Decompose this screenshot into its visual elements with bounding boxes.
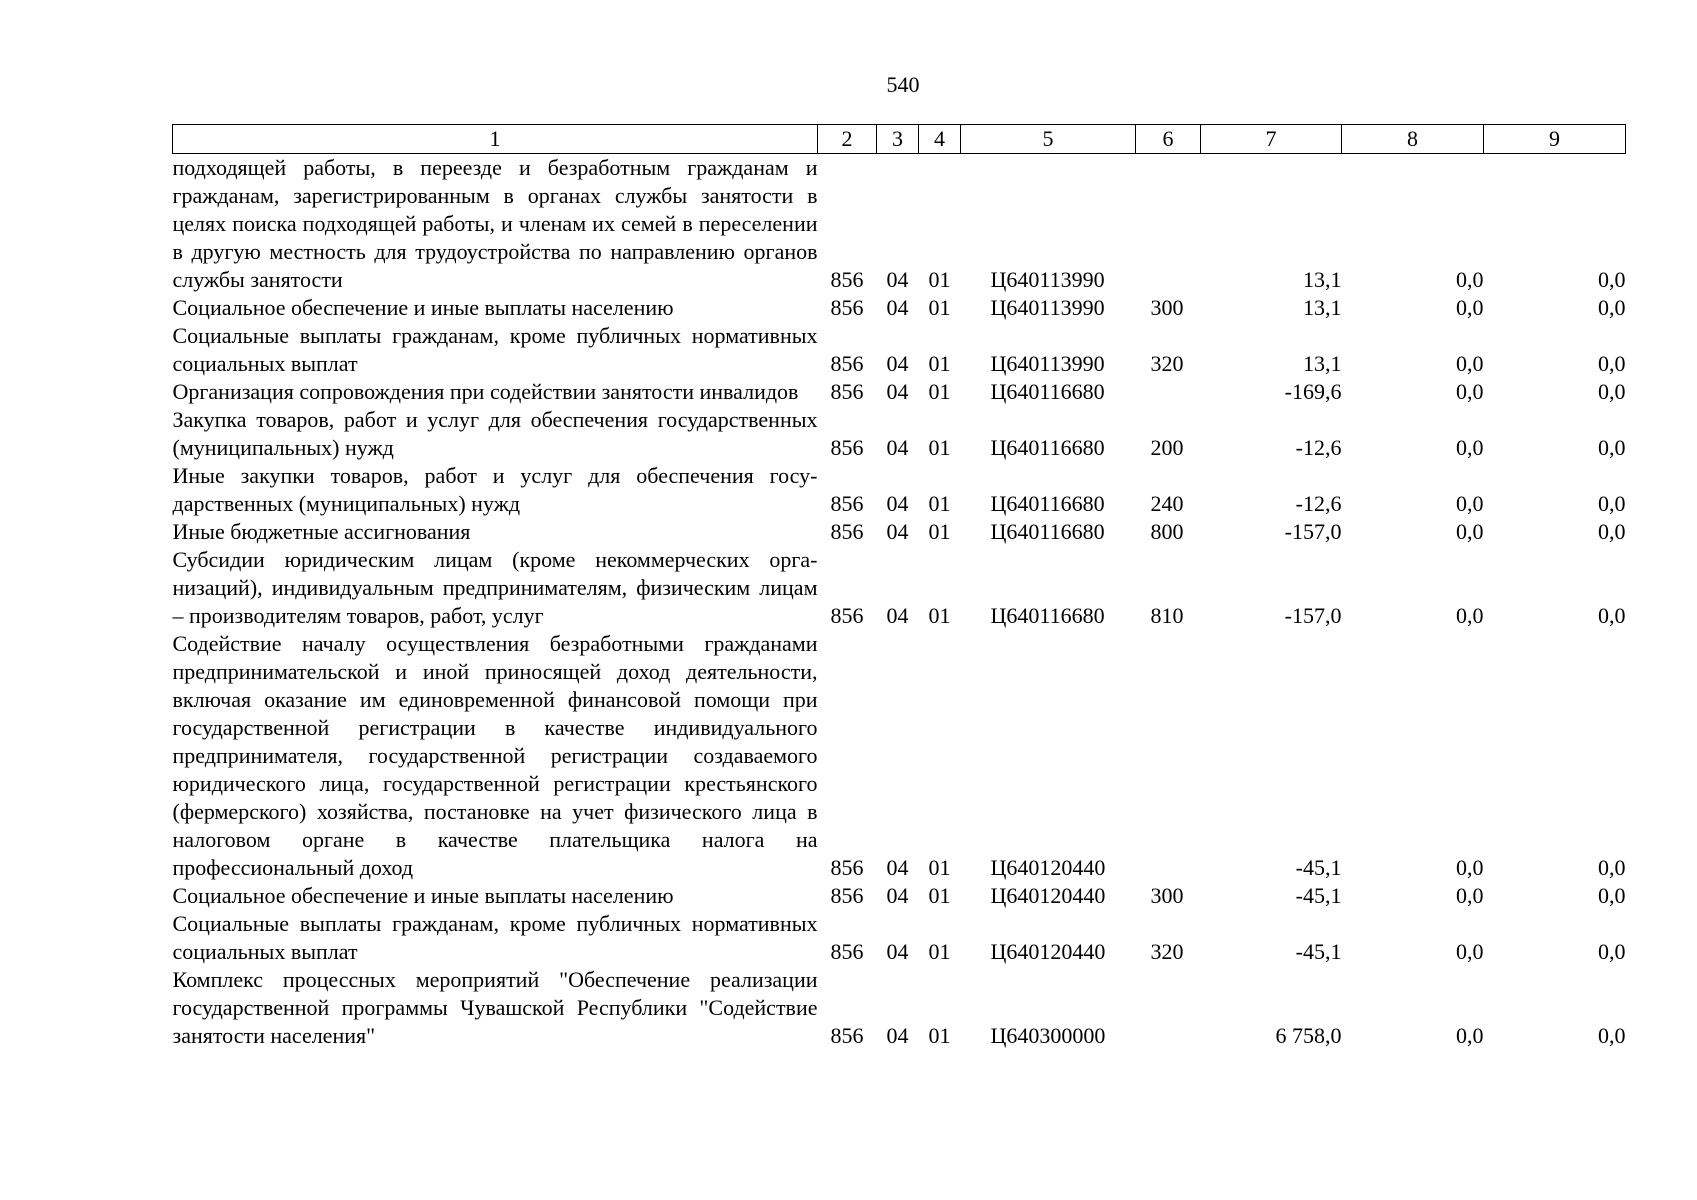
row-ministry-code: 856 <box>830 939 864 964</box>
row-expense-group: 240 <box>1150 491 1184 516</box>
row-ministry-code: 856 <box>830 603 864 628</box>
header-row <box>173 125 1626 154</box>
row-expense-group <box>1136 378 1201 406</box>
row-amount-col8: 0,0 <box>1456 883 1484 908</box>
row-name: Закупка товаров, работ и услуг для обеспечения государственных (муниципальных) нужд <box>172 407 818 460</box>
table-row <box>173 966 1626 1050</box>
row-subsection: 01 <box>928 379 951 404</box>
row-amount-col9: 0,0 <box>1598 491 1626 516</box>
table-row <box>173 518 1626 546</box>
row-amount-col7: 13,1 <box>1303 351 1342 376</box>
row-ministry-code: 856 <box>830 855 864 880</box>
row-amount-col8: 0,0 <box>1456 379 1484 404</box>
row-section: 04 <box>886 603 909 628</box>
row-expense-group: 800 <box>1150 519 1184 544</box>
row-amount-col8: 0,0 <box>1456 295 1484 320</box>
table-row <box>173 154 1626 295</box>
row-amount-col7: -157,0 <box>1284 519 1342 544</box>
row-subsection: 01 <box>928 939 951 964</box>
row-ministry-code: 856 <box>830 435 864 460</box>
row-subsection: 01 <box>928 295 951 320</box>
row-amount-col9: 0,0 <box>1598 883 1626 908</box>
header-col-4: 4 <box>919 125 961 154</box>
row-ministry-code: 856 <box>830 1023 864 1048</box>
header-col-2: 2 <box>818 125 877 154</box>
row-amount-col8: 0,0 <box>1456 351 1484 376</box>
row-name: Организация сопровождения при содействии занятости инвалидов <box>172 379 799 404</box>
row-target-article: Ц640120440 <box>990 883 1106 908</box>
row-section: 04 <box>886 295 909 320</box>
row-name: Социальные выплаты гражданам, кроме публичных нормативных социальных выплат <box>172 911 818 964</box>
table-row <box>173 406 1626 462</box>
row-amount-col9: 0,0 <box>1598 351 1626 376</box>
row-amount-col9: 0,0 <box>1598 295 1626 320</box>
row-subsection: 01 <box>928 519 951 544</box>
header-col-3: 3 <box>877 125 919 154</box>
row-amount-col7: -45,1 <box>1295 855 1342 880</box>
header-col-8: 8 <box>1342 125 1484 154</box>
row-amount-col7: -157,0 <box>1284 603 1342 628</box>
row-amount-col9: 0,0 <box>1598 435 1626 460</box>
row-expense-group: 320 <box>1150 939 1184 964</box>
row-amount-col8: 0,0 <box>1456 855 1484 880</box>
table-body <box>173 154 1626 1051</box>
row-target-article: Ц640113990 <box>990 267 1105 292</box>
row-amount-col8: 0,0 <box>1456 1023 1484 1048</box>
budget-table <box>172 124 1626 1050</box>
row-amount-col9: 0,0 <box>1598 519 1626 544</box>
row-ministry-code: 856 <box>830 491 864 516</box>
row-expense-group: 300 <box>1150 295 1184 320</box>
row-amount-col9: 0,0 <box>1598 379 1626 404</box>
row-amount-col9: 0,0 <box>1598 267 1626 292</box>
row-subsection: 01 <box>928 883 951 908</box>
row-section: 04 <box>886 855 909 880</box>
row-amount-col7: 6 758,0 <box>1275 1023 1342 1048</box>
row-amount-col9: 0,0 <box>1598 855 1626 880</box>
row-expense-group: 200 <box>1150 435 1184 460</box>
row-amount-col8: 0,0 <box>1456 519 1484 544</box>
row-amount-col7: 13,1 <box>1303 295 1342 320</box>
row-expense-group: 810 <box>1150 603 1184 628</box>
row-amount-col7: 13,1 <box>1303 267 1342 292</box>
header-col-1: 1 <box>173 125 818 154</box>
row-amount-col8: 0,0 <box>1456 435 1484 460</box>
row-name: Комплекс процессных мероприятий "Обеспечение реализации государственной программы Чувашской Республики "Содействие занятости населения" <box>172 967 818 1048</box>
row-name: Социальное обеспечение и иные выплаты населению <box>172 883 674 908</box>
row-amount-col8: 0,0 <box>1456 267 1484 292</box>
row-target-article: Ц640116680 <box>990 379 1105 404</box>
row-subsection: 01 <box>928 1023 951 1048</box>
table-row <box>173 322 1626 378</box>
row-amount-col7: -12,6 <box>1295 491 1342 516</box>
row-target-article: Ц640116680 <box>990 603 1105 628</box>
row-section: 04 <box>886 1023 909 1048</box>
row-ministry-code: 856 <box>830 267 864 292</box>
table-row <box>173 294 1626 322</box>
row-section: 04 <box>886 435 909 460</box>
row-section: 04 <box>886 883 909 908</box>
row-name: Субсидии юридическим лицам (кроме некоммерческих организаций), индивидуальным предпринимателям, физическим лицам – производителям товаров, работ, услуг <box>172 547 818 628</box>
row-amount-col8: 0,0 <box>1456 491 1484 516</box>
row-expense-group <box>1136 630 1201 882</box>
row-expense-group: 320 <box>1150 351 1184 376</box>
page-number: 540 <box>886 72 920 97</box>
row-amount-col7: -45,1 <box>1295 939 1342 964</box>
row-amount-col7: -12,6 <box>1295 435 1342 460</box>
row-target-article: Ц640113990 <box>990 295 1105 320</box>
row-ministry-code: 856 <box>830 379 864 404</box>
row-target-article: Ц640120440 <box>990 855 1106 880</box>
row-amount-col9: 0,0 <box>1598 603 1626 628</box>
row-target-article: Ц640116680 <box>990 519 1105 544</box>
table-row <box>173 630 1626 882</box>
header-col-7: 7 <box>1201 125 1342 154</box>
row-section: 04 <box>886 519 909 544</box>
row-target-article: Ц640116680 <box>990 435 1105 460</box>
row-name: Социальное обеспечение и иные выплаты населению <box>172 295 674 320</box>
row-expense-group <box>1136 154 1201 295</box>
table-row <box>173 546 1626 630</box>
row-section: 04 <box>886 351 909 376</box>
row-expense-group: 300 <box>1150 883 1184 908</box>
row-amount-col7: -169,6 <box>1284 379 1342 404</box>
row-section: 04 <box>886 267 909 292</box>
row-target-article: Ц640113990 <box>990 351 1105 376</box>
row-subsection: 01 <box>928 491 951 516</box>
row-expense-group <box>1136 966 1201 1050</box>
row-subsection: 01 <box>928 855 951 880</box>
row-target-article: Ц640120440 <box>990 939 1106 964</box>
row-subsection: 01 <box>928 351 951 376</box>
row-name: подходящей работы, в переезде и безработным гражданам и гражданам, зарегистрированным в органах службы занятости в целях поиска подходящей работы, и членам их семей в переселении в другую местность для трудоустройства по направлению органов службы занятости <box>172 155 818 292</box>
row-amount-col8: 0,0 <box>1456 603 1484 628</box>
table-row <box>173 910 1626 966</box>
row-amount-col8: 0,0 <box>1456 939 1484 964</box>
row-amount-col9: 0,0 <box>1598 1023 1626 1048</box>
header-col-6: 6 <box>1136 125 1201 154</box>
table-row <box>173 462 1626 518</box>
row-amount-col9: 0,0 <box>1598 939 1626 964</box>
header-col-5: 5 <box>961 125 1136 154</box>
row-subsection: 01 <box>928 435 951 460</box>
row-target-article: Ц640300000 <box>990 1023 1106 1048</box>
header-col-9: 9 <box>1484 125 1626 154</box>
row-section: 04 <box>886 939 909 964</box>
row-name: Социальные выплаты гражданам, кроме публичных нормативных социальных выплат <box>172 323 818 376</box>
row-name: Иные закупки товаров, работ и услуг для обеспечения государственных (муниципальных) нужд <box>172 463 818 516</box>
row-amount-col7: -45,1 <box>1295 883 1342 908</box>
table-header <box>173 125 1626 154</box>
row-section: 04 <box>886 491 909 516</box>
row-subsection: 01 <box>928 267 951 292</box>
row-subsection: 01 <box>928 603 951 628</box>
row-section: 04 <box>886 379 909 404</box>
table-row <box>173 378 1626 406</box>
table-row <box>173 882 1626 910</box>
row-ministry-code: 856 <box>830 351 864 376</box>
row-ministry-code: 856 <box>830 295 864 320</box>
row-ministry-code: 856 <box>830 883 864 908</box>
row-target-article: Ц640116680 <box>990 491 1105 516</box>
row-name: Содействие началу осуществления безработными гражданами предпринимательской и иной приносящей доход деятельности, включая оказание им единовременной финансовой помощи при государственной регистрации в качестве индивидуального предпринимателя, государственной регистрации создаваемого юридического лица, государственной регистрации крестьянского (фермерского) хозяйства, постановке на учет физического лица в налоговом органе в качестве плательщика налога на профессиональный доход <box>172 631 818 880</box>
row-ministry-code: 856 <box>830 519 864 544</box>
row-name: Иные бюджетные ассигнования <box>172 519 471 544</box>
